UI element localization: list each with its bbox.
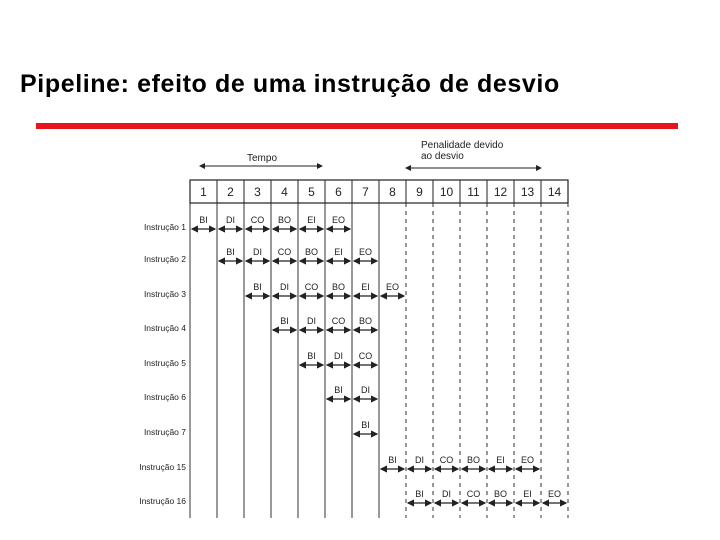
stage-eo: EO (358, 247, 373, 257)
time-unit-11: 11 (467, 185, 480, 199)
time-unit-5: 5 (308, 185, 315, 199)
instruction-row (139, 455, 539, 472)
time-unit-3: 3 (254, 185, 261, 199)
instruction-label: Instrução 7 (143, 427, 186, 437)
time-unit-7: 7 (362, 185, 369, 199)
stage-co: CO (304, 282, 319, 292)
stage-ei: EI (496, 455, 505, 465)
instruction-row (144, 420, 377, 437)
stage-bi: BI (388, 455, 397, 465)
instruction-label: Instrução 6 (143, 392, 186, 402)
instruction-label: Instrução 4 (143, 323, 186, 333)
stage-di: DI (334, 351, 343, 361)
stage-bo: BO (331, 282, 346, 292)
time-axis-header (190, 140, 568, 203)
instruction-label: Instrução 3 (143, 289, 186, 299)
stage-co: CO (331, 316, 346, 326)
stage-bo: BO (304, 247, 319, 257)
instruction-row (144, 385, 377, 402)
instruction-row (139, 489, 566, 506)
time-unit-14: 14 (547, 185, 562, 199)
stage-bi: BI (361, 420, 370, 430)
instruction-row (144, 282, 404, 299)
penalty-label-line: Penalidade devido (421, 140, 504, 151)
stage-di: DI (442, 489, 451, 499)
instruction-label: Instrução 2 (143, 254, 186, 264)
stage-ei: EI (523, 489, 532, 499)
time-unit-2: 2 (227, 185, 234, 199)
stage-eo: EO (385, 282, 400, 292)
time-unit-6: 6 (335, 185, 342, 199)
stage-bo: BO (277, 215, 292, 225)
time-unit-12: 12 (493, 185, 508, 199)
stage-bi: BI (334, 385, 343, 395)
stage-co: CO (358, 351, 373, 361)
stage-di: DI (253, 247, 262, 257)
stage-bi: BI (307, 351, 316, 361)
time-unit-10: 10 (439, 185, 454, 199)
stage-ei: EI (307, 215, 316, 225)
stage-bi: BI (253, 282, 262, 292)
stage-ei: EI (334, 247, 343, 257)
instruction-row (144, 215, 350, 232)
stage-bi: BI (280, 316, 289, 326)
stage-bo: BO (358, 316, 373, 326)
instruction-label: Instrução 5 (143, 358, 186, 368)
stage-co: CO (277, 247, 292, 257)
time-unit-1: 1 (200, 185, 207, 199)
stage-di: DI (280, 282, 289, 292)
stage-bi: BI (226, 247, 235, 257)
instruction-row (144, 351, 377, 368)
instruction-label: Instrução 1 (143, 222, 186, 232)
instruction-label: Instrução 16 (139, 496, 186, 506)
stage-bi: BI (199, 215, 208, 225)
instruction-rows (139, 215, 566, 506)
stage-di: DI (307, 316, 316, 326)
stage-bo: BO (493, 489, 508, 499)
stage-co: CO (250, 215, 265, 225)
pipeline-grid-lines (190, 203, 568, 518)
stage-ei: EI (361, 282, 370, 292)
time-label: Tempo (246, 153, 278, 164)
stage-bo: BO (466, 455, 481, 465)
penalty-label-line: ao desvio (421, 151, 464, 162)
slide-title: Pipeline: efeito de uma instrução de desvio (20, 70, 560, 98)
stage-bi: BI (415, 489, 424, 499)
time-unit-8: 8 (389, 185, 396, 199)
stage-co: CO (466, 489, 481, 499)
instruction-row (144, 316, 377, 333)
instruction-row (144, 247, 377, 264)
stage-di: DI (361, 385, 370, 395)
stage-di: DI (226, 215, 235, 225)
stage-di: DI (415, 455, 424, 465)
stage-eo: EO (520, 455, 535, 465)
time-unit-13: 13 (520, 185, 535, 199)
stage-co: CO (439, 455, 454, 465)
instruction-label: Instrução 15 (139, 462, 186, 472)
time-unit-9: 9 (416, 185, 423, 199)
stage-eo: EO (331, 215, 346, 225)
stage-eo: EO (547, 489, 562, 499)
time-unit-4: 4 (281, 185, 288, 199)
